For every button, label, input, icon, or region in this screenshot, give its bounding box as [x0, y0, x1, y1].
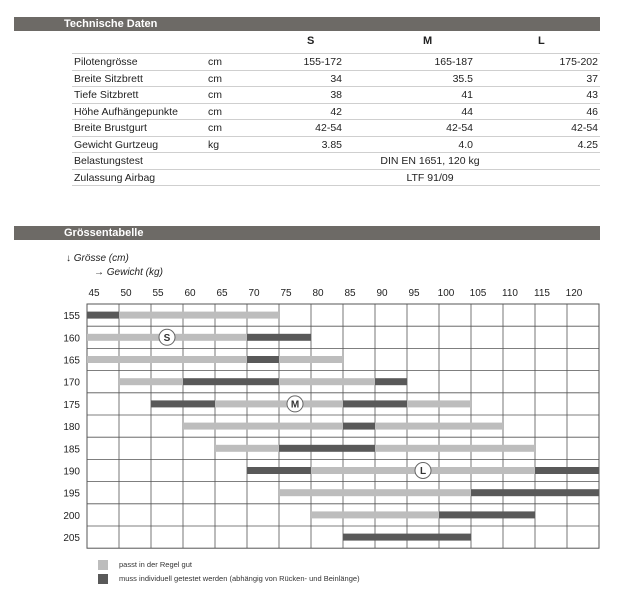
bar-segment-test	[247, 334, 311, 341]
row-value: DIN EN 1651, 120 kg	[380, 155, 480, 167]
value-m: 35.5	[452, 72, 473, 85]
x-tick-label: 100	[437, 288, 455, 299]
value-s: 34	[330, 72, 342, 85]
y-tick-label: 175	[63, 399, 80, 411]
row-label: Höhe Aufhängepunkte	[74, 105, 178, 118]
y-tick-label: 165	[63, 355, 80, 367]
value-l: 46	[586, 105, 598, 118]
bar-segment-good	[119, 378, 183, 385]
y-tick-label: 185	[63, 444, 80, 456]
x-axis-label: → Gewicht (kg)	[94, 267, 163, 278]
row-unit: kg	[208, 138, 220, 151]
value-s: 38	[330, 89, 342, 101]
bar-segment-good	[375, 423, 503, 430]
bar-segment-test	[343, 400, 407, 407]
col-header-s: S	[307, 35, 315, 47]
row-unit: cm	[208, 56, 222, 68]
x-tick-label: 115	[534, 288, 550, 299]
bar-segment-good	[215, 400, 343, 407]
size-table-header: Grössentabelle	[14, 226, 600, 240]
x-tick-label: 60	[184, 288, 196, 299]
y-tick-label: 205	[63, 533, 80, 545]
x-tick-label: 110	[502, 288, 518, 299]
value-l: 4.25	[577, 138, 598, 151]
bar-segment-test	[535, 467, 599, 474]
bar-segment-test	[247, 356, 279, 363]
row-unit: cm	[208, 72, 222, 85]
value-s: 42	[330, 105, 342, 118]
legend-swatch-good	[98, 560, 108, 570]
bar-segment-good	[279, 489, 471, 496]
row-label: Breite Sitzbrett	[74, 72, 143, 85]
row-label: Tiefe Sitzbrett	[74, 89, 139, 101]
row-unit: cm	[208, 89, 222, 101]
value-s: 42-54	[315, 122, 342, 134]
bar-segment-good	[279, 356, 343, 363]
y-axis-label: ↓ Grösse (cm)	[66, 253, 129, 264]
row-value: LTF 91/09	[406, 171, 454, 184]
y-tick-label: 155	[63, 311, 80, 323]
value-m: 42-54	[446, 122, 473, 134]
bar-segment-test	[279, 445, 375, 452]
bar-segment-good	[311, 511, 439, 518]
bar-segment-good	[215, 445, 279, 452]
legend-swatch-test	[98, 574, 108, 584]
row-label: Belastungstest	[74, 155, 143, 167]
col-header-m: M	[423, 35, 433, 47]
x-tick-label: 85	[344, 288, 356, 299]
bar-segment-good	[87, 356, 247, 363]
legend-label-test: muss individuell getestet werden (abhängig von Rücken- und Beinlänge)	[119, 574, 360, 583]
row-label: Zulassung Airbag	[74, 171, 156, 184]
y-tick-label: 190	[63, 466, 80, 478]
tech-data-header: Technische Daten	[14, 17, 600, 31]
size-marker-label: L	[419, 466, 427, 478]
col-header-l: L	[538, 35, 545, 47]
x-tick-label: 70	[248, 288, 260, 299]
value-s: 3.85	[321, 138, 342, 151]
x-tick-label: 55	[152, 288, 164, 299]
value-m: 41	[461, 89, 473, 101]
bar-segment-test	[375, 378, 407, 385]
size-marker-label: M	[290, 399, 300, 411]
row-unit: cm	[208, 105, 222, 118]
legend-label-good: passt in der Regel gut	[119, 560, 192, 569]
x-tick-label: 90	[376, 288, 388, 299]
value-m: 4.0	[458, 138, 473, 151]
bar-segment-good	[119, 312, 279, 319]
value-l: 37	[586, 72, 598, 85]
bar-segment-test	[343, 423, 375, 430]
value-l: 175-202	[559, 56, 598, 68]
value-l: 43	[586, 89, 598, 101]
size-marker-label: S	[163, 332, 171, 344]
bar-segment-test	[343, 534, 471, 541]
bar-segment-test	[471, 489, 599, 496]
value-l: 42-54	[571, 122, 598, 134]
y-tick-label: 195	[63, 488, 80, 500]
bar-segment-test	[87, 312, 119, 319]
bar-segment-good	[183, 423, 343, 430]
row-label: Gewicht Gurtzeug	[74, 138, 159, 151]
value-m: 165-187	[434, 56, 473, 68]
bar-segment-test	[247, 467, 311, 474]
x-tick-label: 45	[88, 288, 100, 299]
bar-segment-test	[151, 400, 215, 407]
x-tick-label: 95	[408, 288, 420, 299]
x-tick-label: 120	[565, 288, 583, 299]
row-unit: cm	[208, 122, 222, 134]
row-label: Pilotengrösse	[74, 56, 138, 68]
y-tick-label: 180	[63, 422, 80, 434]
y-tick-label: 200	[63, 510, 80, 522]
x-tick-label: 65	[216, 288, 228, 299]
bar-segment-good	[375, 445, 535, 452]
y-tick-label: 170	[63, 377, 80, 389]
bar-segment-good	[407, 400, 471, 407]
bar-segment-test	[439, 511, 535, 518]
row-label: Breite Brustgurt	[74, 122, 147, 134]
y-tick-label: 160	[63, 333, 80, 345]
value-m: 44	[461, 105, 473, 118]
value-s: 155-172	[303, 56, 342, 68]
x-tick-label: 75	[280, 288, 292, 299]
x-tick-label: 105	[469, 288, 487, 299]
bar-segment-good	[279, 378, 375, 385]
bar-segment-test	[183, 378, 279, 385]
x-tick-label: 80	[312, 288, 324, 299]
x-tick-label: 50	[120, 288, 132, 299]
